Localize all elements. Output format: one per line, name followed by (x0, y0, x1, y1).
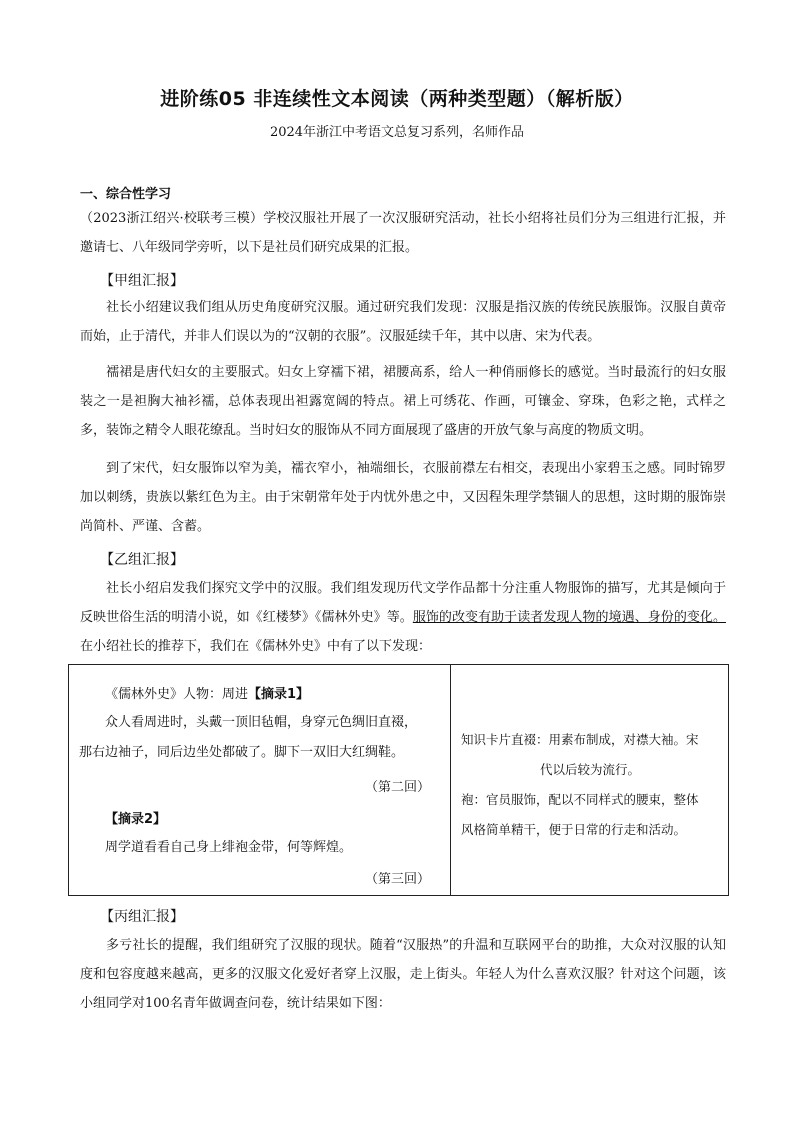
excerpt-1-line-1: 众人看周进时，头戴一顶旧毡帽，身穿元色绸旧直裰， (105, 715, 418, 730)
knowledge-card-line-1: 知识卡片直裰：用素布制成，对襟大袖。宋 (461, 732, 699, 747)
excerpt-2-source: （第三回） (365, 872, 431, 887)
excerpt-1-source: （第二回） (365, 780, 431, 795)
knowledge-card-text (461, 725, 719, 845)
group-bing-heading: 【丙组汇报】 (100, 909, 184, 925)
knowledge-card-line-3: 袍：官员服饰，配以不同样式的腰束，整体 (461, 792, 699, 807)
excerpt-2-line-1: 周学道看看自己身上绯袍金带，何等辉煌。 (105, 840, 353, 855)
group-yi-heading: 【乙组汇报】 (100, 552, 184, 568)
group-jia-paragraph-3: 到了宋代，妇女服饰以窄为美，襦衣窄小，袖端细长，衣服前襟左右相交，表现出小家碧玉之感。同时锦罗加以刺绣，贵族以紫红色为主。由于宋朝常年处于内忧外患之中，又因程朱理学禁锢人的思想，这时期的服饰崇尚简朴、严谨、含蓄。 (80, 461, 726, 534)
group-yi-text-a: 社长小绍启发我们探究文学中的汉服。我们组发现历代文学作品都十分注重人物服饰的描写，尤其是倾向于反映世俗生活的明清小说，如《红楼梦》《儒林外史》等。 (80, 581, 726, 625)
group-yi-paragraph-1 (80, 574, 726, 661)
group-jia-heading: 【甲组汇报】 (100, 273, 184, 289)
document-title: 进阶练05 非连续性文本阅读（两种类型题）（解析版） (160, 88, 634, 110)
excerpt-1-line-2: 那右边袖子，同后边坐处都破了。脚下一双旧大红绸鞋。 (79, 745, 405, 760)
knowledge-card (451, 665, 728, 895)
section-heading: 一、综合性学习 (80, 187, 172, 202)
group-bing-paragraph-1: 多亏社长的提醒，我们组研究了汉服的现状。随着“汉服热”的升温和互联网平台的助推，大众对汉服的认知度和包容度越来越高，更多的汉服文化爱好者穿上汉服，走上街头。年轻人为什么喜欢汉服？针对这个问题，该小组同学对100名青年做调查问卷，统计结果如下图： (80, 938, 726, 1011)
excerpt-1-title (105, 683, 309, 702)
section-intro: （2023浙江绍兴·校联考三模）学校汉服社开展了一次汉服研究活动，社长小绍将社员们分为三组进行汇报，并邀请七、八年级同学旁听，以下是社员们研究成果的汇报。 (80, 211, 726, 255)
excerpt-table (68, 664, 729, 896)
group-yi-text-b: 在小绍社长的推荐下，我们在《儒林外史》中有了以下发现： (80, 639, 432, 654)
excerpt-column (69, 665, 451, 895)
group-yi-underlined-sentence: 服饰的改变有助于读者发现人物的境遇、身份的变化。 (412, 610, 726, 625)
excerpt-2-label: 【摘录2】 (105, 812, 167, 827)
group-jia-paragraph-2: 襦裙是唐代妇女的主要服式。妇女上穿襦下裙，裙腰高系，给人一种俏丽修长的感觉。当时最流行的妇女服装之一是袒胸大袖衫襦，总体表现出袒露宽阔的特点。裙上可绣花、作画，可镶金、穿珠，色彩之艳，式样之多，装饰之精令人眼花缭乱。当时妇女的服饰从不同方面展现了盛唐的开放气象与高度的物质文明。 (80, 365, 726, 438)
group-jia-paragraph-1: 社长小绍建议我们组从历史角度研究汉服。通过研究我们发现：汉服是指汉族的传统民族服饰。汉服自黄帝而始，止于清代，并非人们误以为的“汉朝的衣服”。汉服延续千年，其中以唐、宋为代表。 (80, 300, 726, 344)
document-subtitle: 2024年浙江中考语文总复习系列，名师作品 (269, 125, 525, 140)
excerpt-1-character: 《儒林外史》人物：周进 (105, 687, 249, 702)
excerpt-1-label: 【摘录1】 (248, 687, 310, 702)
knowledge-card-line-2: 代以后较为流行。 (539, 762, 640, 777)
knowledge-card-line-4: 风格简单精干，便于日常的行走和活动。 (461, 822, 687, 837)
